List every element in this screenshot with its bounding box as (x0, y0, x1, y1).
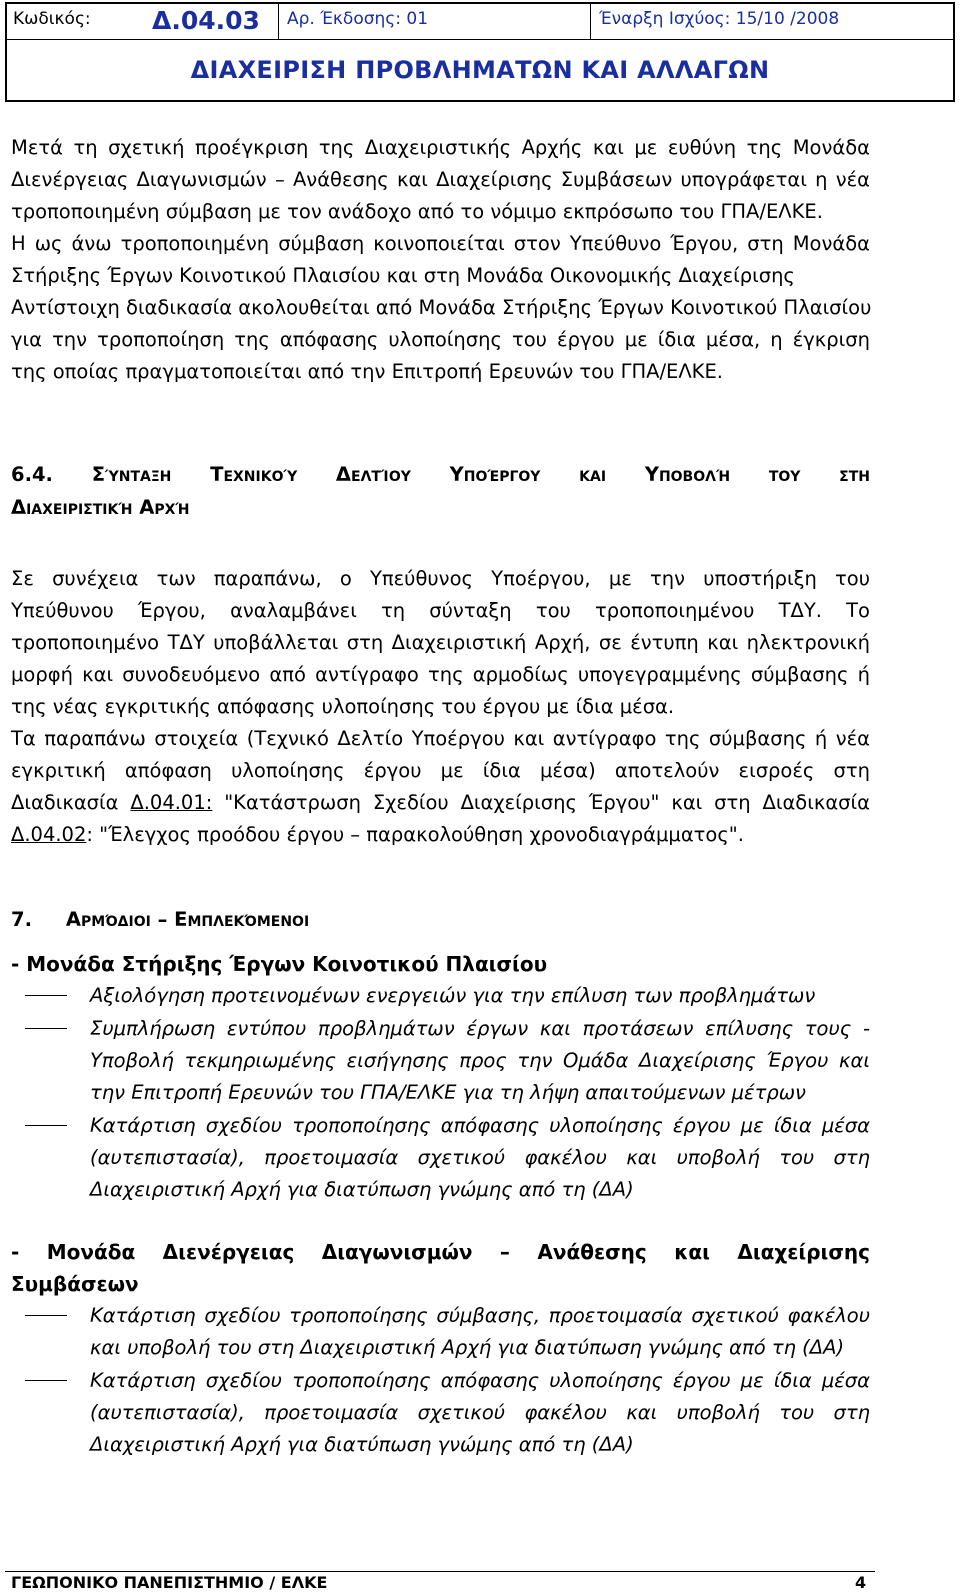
text-line: Αντίστοιχη διαδικασία ακολουθείται από Μονάδα Στήριξης Έργων Κοινοτικού Πλαισίου (11, 296, 872, 319)
group-heading-support-unit: - Μονάδα Στήριξης Έργων Κοινοτικού Πλαισίου (11, 952, 548, 976)
procedure-link-d0401[interactable]: Δ.04.01: (130, 791, 213, 814)
paragraph-inputs (11, 723, 870, 851)
text-line: Η ως άνω τροποποιημένη σύμβαση κοινοποιείται στον Υπεύθυνο Έργου, στη Μονάδα (11, 232, 870, 255)
list-item-text (90, 1013, 870, 1109)
text-line: Κατάρτιση σχεδίου τροποποίησης σύμβασης, προετοιμασία σχετικού φακέλου (90, 1304, 870, 1327)
text-line: Κατάρτιση σχεδίου τροποποίησης απόφασης υλοποίησης έργου με ίδια μέσα (90, 1114, 870, 1137)
dash-bullet-icon (25, 1028, 67, 1029)
group-heading-line: Συμβάσεων (11, 1272, 139, 1296)
text-line: τροποποιημένη σύμβαση με τον ανάδοχο από το νόμιμο εκπρόσωπο του ΓΠΑ/ΕΛΚΕ. (11, 200, 823, 223)
code-cell (7, 4, 279, 39)
footer-divider (5, 1571, 875, 1572)
text-line: τροποποιημένο ΤΔΥ υποβάλλεται στη Διαχειριστική Αρχή, σε έντυπη και ηλεκτρονική (11, 631, 870, 654)
text-line: μορφή και συνοδευόμενο από αντίγραφο της αρμοδίως υπογεγραμμένης σύμβασης ή (11, 663, 870, 686)
list-item-text (90, 1300, 870, 1364)
list-item-text (90, 1365, 870, 1461)
text-line: της οποίας πραγματοποιείται από την Επιτροπή Ερευνών του ΓΠΑ/ΕΛΚΕ. (11, 360, 723, 383)
document-header (5, 2, 955, 102)
text-line: Μετά τη σχετική προέγκριση της Διαχειριστικής Αρχής και με ευθύνη της Μονάδα (11, 136, 870, 159)
text-span: : "Έλεγχος προόδου έργου – παρακολούθηση χρονοδιαγράμματος". (86, 823, 744, 846)
section-heading-6-4 (11, 458, 870, 524)
paragraph-tdy-submission (11, 563, 870, 723)
page-number: 4 (855, 1573, 867, 1592)
code-value: Δ.04.03 (152, 6, 260, 35)
effective-cell (591, 4, 953, 39)
text-line: Τα παραπάνω στοιχεία (Τεχνικό Δελτίο Υποέργου και αντίγραφο της σύμβασης ή νέα (11, 727, 870, 750)
edition-text: Αρ. Έκδοσης: 01 (287, 9, 429, 29)
header-title: ΔΙΑΧΕΙΡΙΣΗ ΠΡΟΒΛΗΜΑΤΩΝ ΚΑΙ ΑΛΛΑΓΩΝ (190, 56, 770, 84)
text-line: Στήριξης Έργων Κοινοτικού Πλαισίου και στη Μονάδα Οικονομικής Διαχείρισης (11, 264, 795, 287)
group-heading-contracts-unit (11, 1236, 870, 1300)
text-line: Διενέργειας Διαγωνισμών – Ανάθεσης και Διαχείρισης Συμβάσεων υπογράφεται η νέα (11, 168, 870, 191)
paragraph-contract-approval (11, 132, 870, 388)
text-line: Διαχειριστική Αρχή για διατύπωση γνώμης από τη (ΔΑ) (90, 1433, 634, 1456)
effective-date-text: Έναρξη Ισχύος: 15/10 /2008 (599, 9, 840, 29)
text-line (11, 819, 870, 851)
dash-bullet-icon (25, 1125, 67, 1126)
text-line (11, 787, 870, 819)
header-info-row (7, 4, 953, 40)
text-line: και υποβολή του στη Διαχειριστική Αρχή για διατύπωση γνώμης από τη (ΔΑ) (90, 1336, 845, 1359)
text-line: Υπεύθυνου Έργου, αναλαμβάνει τη σύνταξη του τροποποιημένου ΤΔΥ. Το (11, 599, 870, 622)
list-item-text (90, 1110, 870, 1206)
text-line: (αυτεπιστασία), προετοιμασία σχετικού φακέλου και υποβολή του στη (90, 1401, 870, 1424)
text-span: "Κατάστρωση Σχεδίου Διαχείρισης Έργου" και στη Διαδικασία (212, 791, 870, 814)
text-span: Διαδικασία (11, 791, 131, 814)
text-line: εγκριτική απόφαση υλοποίησης έργου με ίδια μέσα) αποτελούν εισροές στη (11, 759, 870, 782)
text-line: (αυτεπιστασία), προετοιμασία σχετικού φακέλου και υποβολή του στη (90, 1146, 870, 1169)
text-line: για την τροποποίηση της απόφασης υλοποίησης του έργου με ίδια μέσα, η έγκριση (11, 328, 870, 351)
dash-bullet-icon (25, 1315, 67, 1316)
code-label: Κωδικός: (13, 9, 91, 29)
list-item-text (90, 980, 870, 1012)
text-line: της νέας εγκριτικής απόφασης υλοποίησης του έργου με ίδια μέσα. (11, 695, 675, 718)
section-heading-line: Διαχειριστική Αρχή (11, 496, 190, 519)
text-line: Συμπλήρωση εντύπου προβλημάτων έργων και προτάσεων επίλυσης τους - (90, 1017, 870, 1040)
dash-bullet-icon (25, 995, 67, 996)
edition-cell (279, 4, 591, 39)
footer-organization: ΓΕΩΠΟΝΙΚΟ ΠΑΝΕΠΙΣΤΗΜΙΟ / ΕΛΚΕ (11, 1573, 328, 1592)
text-line: Υποβολή τεκμηριωμένης εισήγησης προς την Ομάδα Διαχείρισης Έργου και (90, 1049, 870, 1072)
text-line: Διαχειριστική Αρχή για διατύπωση γνώμης από τη (ΔΑ) (90, 1178, 634, 1201)
dash-bullet-icon (25, 1380, 67, 1381)
group-heading-line: - Μονάδα Διενέργειας Διαγωνισμών – Ανάθεσης και Διαχείρισης (11, 1240, 870, 1264)
text-line: Σε συνέχεια των παραπάνω, ο Υπεύθυνος Υποέργου, με την υποστήριξη του (11, 567, 870, 590)
section-heading-7: 7. Αρμόδιοι – Εμπλεκόμενοι (11, 908, 310, 931)
text-line: Αξιολόγηση προτεινομένων ενεργειών για την επίλυση των προβλημάτων (90, 984, 816, 1007)
text-line: την Επιτροπή Ερευνών του ΓΠΑ/ΕΛΚΕ για τη λήψη απαιτούμενων μέτρων (90, 1081, 806, 1104)
section-heading-line: 6.4. Σύνταξη Τεχνικού Δελτίου Υποέργου και Υποβολή του στη (11, 463, 870, 486)
procedure-link-d0402[interactable]: Δ.04.02 (11, 823, 87, 846)
text-line: Κατάρτιση σχεδίου τροποποίησης απόφασης υλοποίησης έργου με ίδια μέσα (90, 1369, 870, 1392)
